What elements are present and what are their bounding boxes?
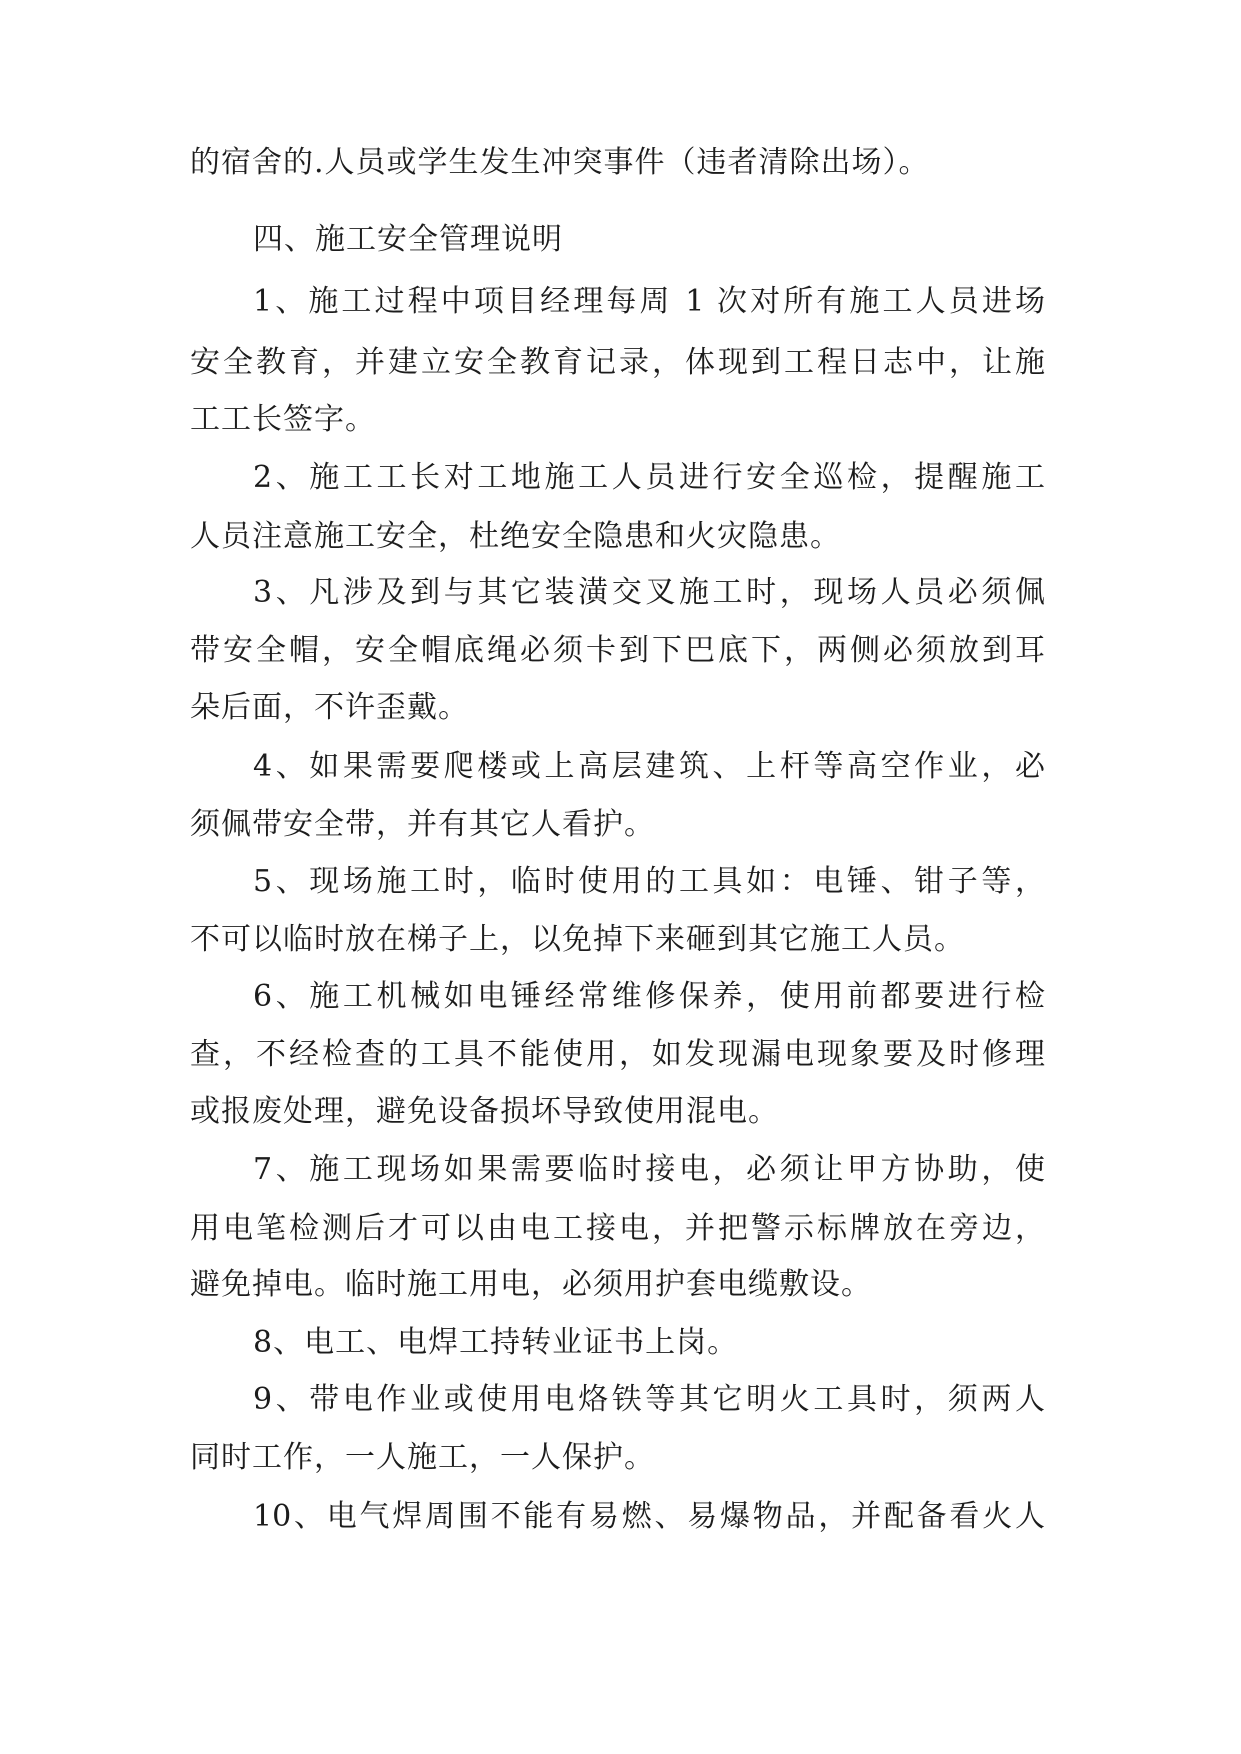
paragraph-line: 7、施工现场如果需要临时接电，必须让甲方协助，使 [253,1152,1045,1187]
paragraph-line: 朵后面，不许歪戴。 [190,690,469,725]
paragraph-line: 查，不经检查的工具不能使用，如发现漏电现象要及时修理 [190,1037,1045,1072]
paragraph-line: 或报废处理，避免设备损坏导致使用混电。 [190,1094,779,1129]
paragraph-line: 5、现场施工时，临时使用的工具如：电锤、钳子等， [253,864,1045,899]
paragraph-line: 9、带电作业或使用电烙铁等其它明火工具时，须两人 [253,1382,1045,1417]
paragraph-line: 1、施工过程中项目经理每周 1 次对所有施工人员进场 [253,284,1045,319]
paragraph-line: 8、电工、电焊工持转业证书上岗。 [253,1325,739,1360]
paragraph-line: 工工长签字。 [190,402,376,437]
paragraph-line: 带安全帽，安全帽底绳必须卡到下巴底下，两侧必须放到耳 [190,633,1045,668]
paragraph-line: 避免掉电。临时施工用电，必须用护套电缆敷设。 [190,1267,872,1302]
paragraph-line: 2、施工工长对工地施工人员进行安全巡检，提醒施工 [253,460,1045,495]
paragraph-line: 人员注意施工安全，杜绝安全隐患和火灾隐患。 [190,519,841,554]
paragraph-line: 安全教育，并建立安全教育记录，体现到工程日志中，让施 [190,345,1045,380]
paragraph-line: 4、如果需要爬楼或上高层建筑、上杆等高空作业，必 [253,749,1045,784]
paragraph-line: 10、电气焊周围不能有易燃、易爆物品，并配备看火人 [253,1499,1045,1534]
paragraph-line: 不可以临时放在梯子上，以免掉下来砸到其它施工人员。 [190,922,965,957]
paragraph-line: 同时工作，一人施工，一人保护。 [190,1440,655,1475]
paragraph-line: 的宿舍的.人员或学生发生冲突事件（违者清除出场）。 [190,145,930,180]
paragraph-line: 须佩带安全带，并有其它人看护。 [190,807,655,842]
paragraph-line: 6、施工机械如电锤经常维修保养，使用前都要进行检 [253,979,1045,1014]
section-heading: 四、施工安全管理说明 [253,222,563,257]
paragraph-line: 3、凡涉及到与其它装潢交叉施工时，现场人员必须佩 [253,575,1045,610]
paragraph-line: 用电笔检测后才可以由电工接电，并把警示标牌放在旁边， [190,1211,1045,1246]
